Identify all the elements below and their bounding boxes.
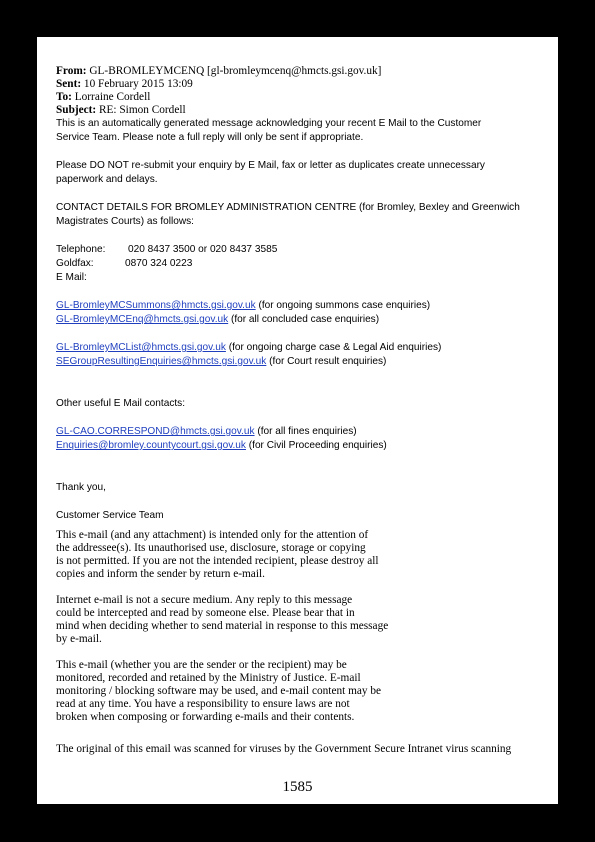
other-contacts-heading: Other useful E Mail contacts:	[56, 398, 186, 409]
ack-line-1: This is an automatically generated message acknowledging your recent E Mail to the Customer	[56, 118, 482, 129]
from-value: GL-BROMLEYMCENQ [gl-bromleymcenq@hmcts.gsi.gov.uk]	[86, 65, 382, 77]
telephone-label: Telephone:	[56, 244, 106, 255]
disclaimer-line: by e-mail.	[56, 633, 102, 645]
email-link-county-court[interactable]: Enquiries@bromley.countycourt.gsi.gov.uk	[56, 440, 246, 451]
contact-line-1: CONTACT DETAILS FOR BROMLEY ADMINISTRATION CENTRE (for Bromley, Bexley and Greenwich	[56, 202, 520, 213]
sent-value: 10 February 2015 13:09	[81, 78, 193, 90]
sent-label: Sent:	[56, 78, 82, 90]
email-content	[56, 65, 546, 756]
page-number: 1585	[282, 779, 313, 795]
email-desc: (for Court result enquiries)	[266, 356, 387, 367]
email-label: E Mail:	[56, 272, 87, 283]
email-body	[56, 117, 546, 523]
subject-value: RE: Simon Cordell	[96, 104, 186, 116]
sent-line	[56, 78, 546, 91]
email-desc: (for all concluded case enquiries)	[228, 314, 380, 325]
telephone-value: 020 8437 3500 or 020 8437 3585	[128, 244, 278, 255]
email-link-cao[interactable]: GL-CAO.CORRESPOND@hmcts.gsi.gov.uk	[56, 426, 255, 437]
virus-scan-notice: The original of this email was scanned for viruses by the Government Secure Intranet virus scanning	[56, 743, 512, 755]
disclaimer-line: This e-mail (and any attachment) is intended only for the attention of	[56, 529, 369, 541]
signature-team: Customer Service Team	[56, 510, 164, 521]
dont-line-2: paperwork and delays.	[56, 174, 158, 185]
disclaimer-line: Internet e-mail is not a secure medium. Any reply to this message	[56, 594, 353, 606]
disclaimer-line: could be intercepted and read by someone else. Please bear that in	[56, 607, 355, 619]
email-link-resulting[interactable]: SEGroupResultingEnquiries@hmcts.gsi.gov.uk	[56, 356, 267, 367]
disclaimer-line: monitored, recorded and retained by the Ministry of Justice. E-mail	[56, 672, 361, 684]
disclaimer-line: mind when deciding whether to send material in response to this message	[56, 620, 389, 632]
email-header	[56, 65, 546, 117]
disclaimer-line: broken when composing or forwarding e-mails and their contents.	[56, 711, 355, 723]
email-desc: (for ongoing summons case enquiries)	[255, 300, 431, 311]
to-label: To:	[56, 91, 72, 103]
goldfax-value: 0870 324 0223	[125, 258, 193, 269]
email-contact-row	[56, 439, 546, 453]
goldfax-line	[56, 257, 546, 271]
email-link-enq[interactable]: GL-BromleyMCEnq@hmcts.gsi.gov.uk	[56, 314, 229, 325]
document-page	[37, 37, 558, 804]
email-contact-row	[56, 313, 546, 327]
telephone-line	[56, 243, 546, 257]
dont-line-1: Please DO NOT re-submit your enquiry by E Mail, fax or letter as duplicates create unnecessary	[56, 160, 485, 171]
email-desc: (for ongoing charge case & Legal Aid enquiries)	[225, 342, 442, 353]
to-value: Lorraine Cordell	[71, 91, 151, 103]
email-desc: (for all fines enquiries)	[254, 426, 357, 437]
subject-label: Subject:	[56, 104, 97, 116]
disclaimer-line: the addressee(s). Its unauthorised use, disclosure, storage or copying	[56, 542, 366, 554]
to-line	[56, 91, 546, 104]
email-contact-row	[56, 299, 546, 313]
subject-line	[56, 104, 546, 117]
disclaimer-line: copies and inform the sender by return e-mail.	[56, 568, 265, 580]
email-contact-row	[56, 341, 546, 355]
contact-line-2: Magistrates Courts) as follows:	[56, 216, 194, 227]
ack-line-2: Service Team. Please note a full reply will only be sent if appropriate.	[56, 132, 364, 143]
goldfax-label: Goldfax:	[56, 258, 94, 269]
email-link-summons[interactable]: GL-BromleyMCSummons@hmcts.gsi.gov.uk	[56, 300, 256, 311]
email-desc: (for Civil Proceeding enquiries)	[245, 440, 387, 451]
email-contact-row	[56, 425, 546, 439]
disclaimer-line: read at any time. You have a responsibility to ensure laws are not	[56, 698, 350, 710]
email-contact-row	[56, 355, 546, 369]
disclaimer-line: This e-mail (whether you are the sender or the recipient) may be	[56, 659, 347, 671]
disclaimer-line: monitoring / blocking software may be used, and e-mail content may be	[56, 685, 382, 697]
sign-off: Thank you,	[56, 482, 106, 493]
from-line	[56, 65, 546, 78]
disclaimer-line: is not permitted. If you are not the intended recipient, please destroy all	[56, 555, 379, 567]
from-label: From:	[56, 65, 87, 77]
disclaimer	[56, 529, 546, 756]
email-link-list[interactable]: GL-BromleyMCList@hmcts.gsi.gov.uk	[56, 342, 226, 353]
